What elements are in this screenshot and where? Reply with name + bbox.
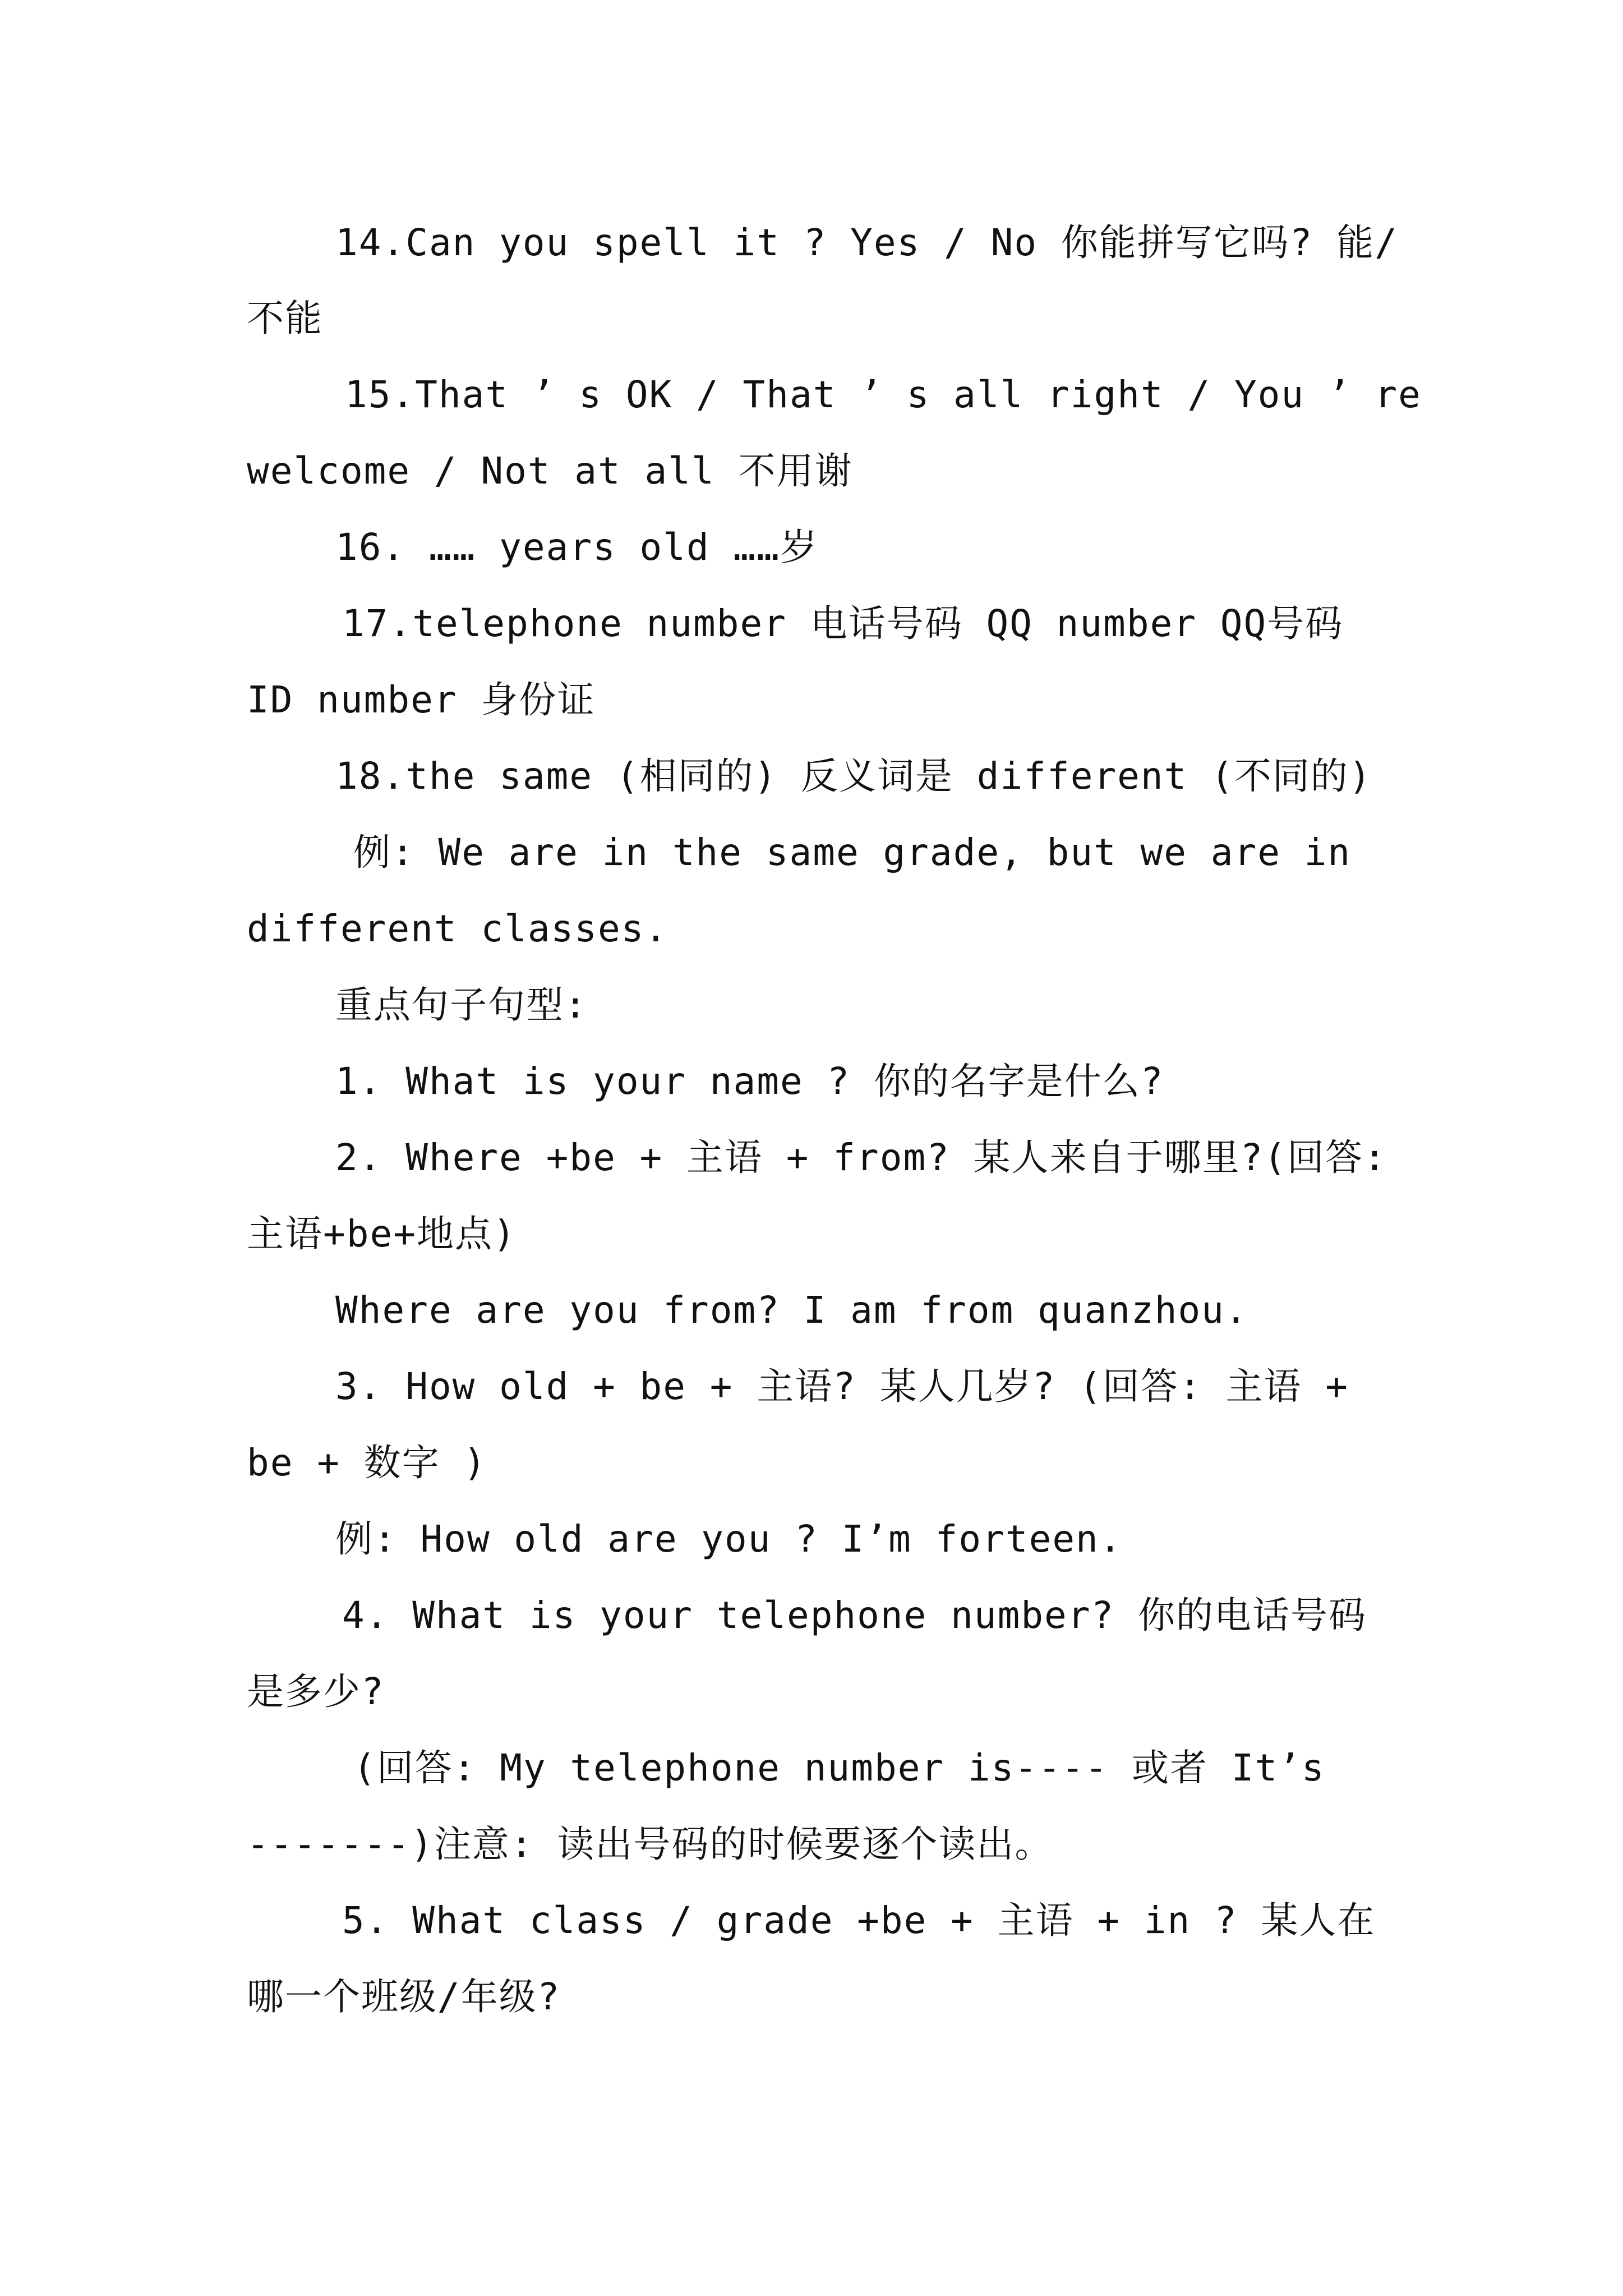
text-line-14b: 不能: [247, 297, 323, 340]
text-line-s2a: 2. Where +be + 主语 + from? 某人来自于哪里?(回答:: [335, 1136, 1387, 1179]
text-line-17b: ID number 身份证: [247, 678, 596, 721]
text-line-example-b: different classes.: [247, 907, 668, 950]
text-line-s1: 1. What is your name ? 你的名字是什么?: [335, 1060, 1164, 1103]
text-line-example-a: 例: We are in the same grade, but we are in: [353, 831, 1352, 874]
text-line-s4c: (回答: My telephone number is---- 或者 It’s: [353, 1746, 1325, 1789]
text-line-s3a: 3. How old + be + 主语? 某人几岁? (回答: 主语 +: [335, 1365, 1349, 1408]
text-line-s5b: 哪一个班级/年级?: [247, 1975, 561, 2018]
text-line-s4a: 4. What is your telephone number? 你的电话号码: [342, 1594, 1367, 1637]
text-line-s2b: 主语+be+地点): [247, 1212, 517, 1255]
text-line-s4b: 是多少?: [247, 1670, 385, 1713]
section-heading: 重点句子句型:: [335, 983, 588, 1027]
text-line-14a: 14.Can you spell it ? Yes / No 你能拼写它吗? 能/: [335, 221, 1399, 264]
text-line-s3b: be + 数字 ): [247, 1441, 487, 1484]
text-line-s5a: 5. What class / grade +be + 主语 + in ? 某人在: [342, 1899, 1376, 1942]
text-line-s4d: -------)注意: 读出号码的时候要逐个读出。: [247, 1823, 1053, 1866]
text-line-18: 18.the same (相同的) 反义词是 different (不同的): [335, 754, 1372, 798]
text-line-17a: 17.telephone number 电话号码 QQ number QQ号码: [342, 602, 1344, 645]
text-line-s3c: 例: How old are you ? I’m forteen.: [335, 1517, 1123, 1561]
text-line-s2c: Where are you from? I am from quanzhou.: [335, 1289, 1248, 1332]
text-line-15a: 15.That ’ s OK / That ’ s all right / You ’ re: [345, 373, 1422, 416]
text-line-15b: welcome / Not at all 不用谢: [247, 449, 853, 493]
text-line-16: 16. …… years old ……岁: [335, 526, 818, 569]
